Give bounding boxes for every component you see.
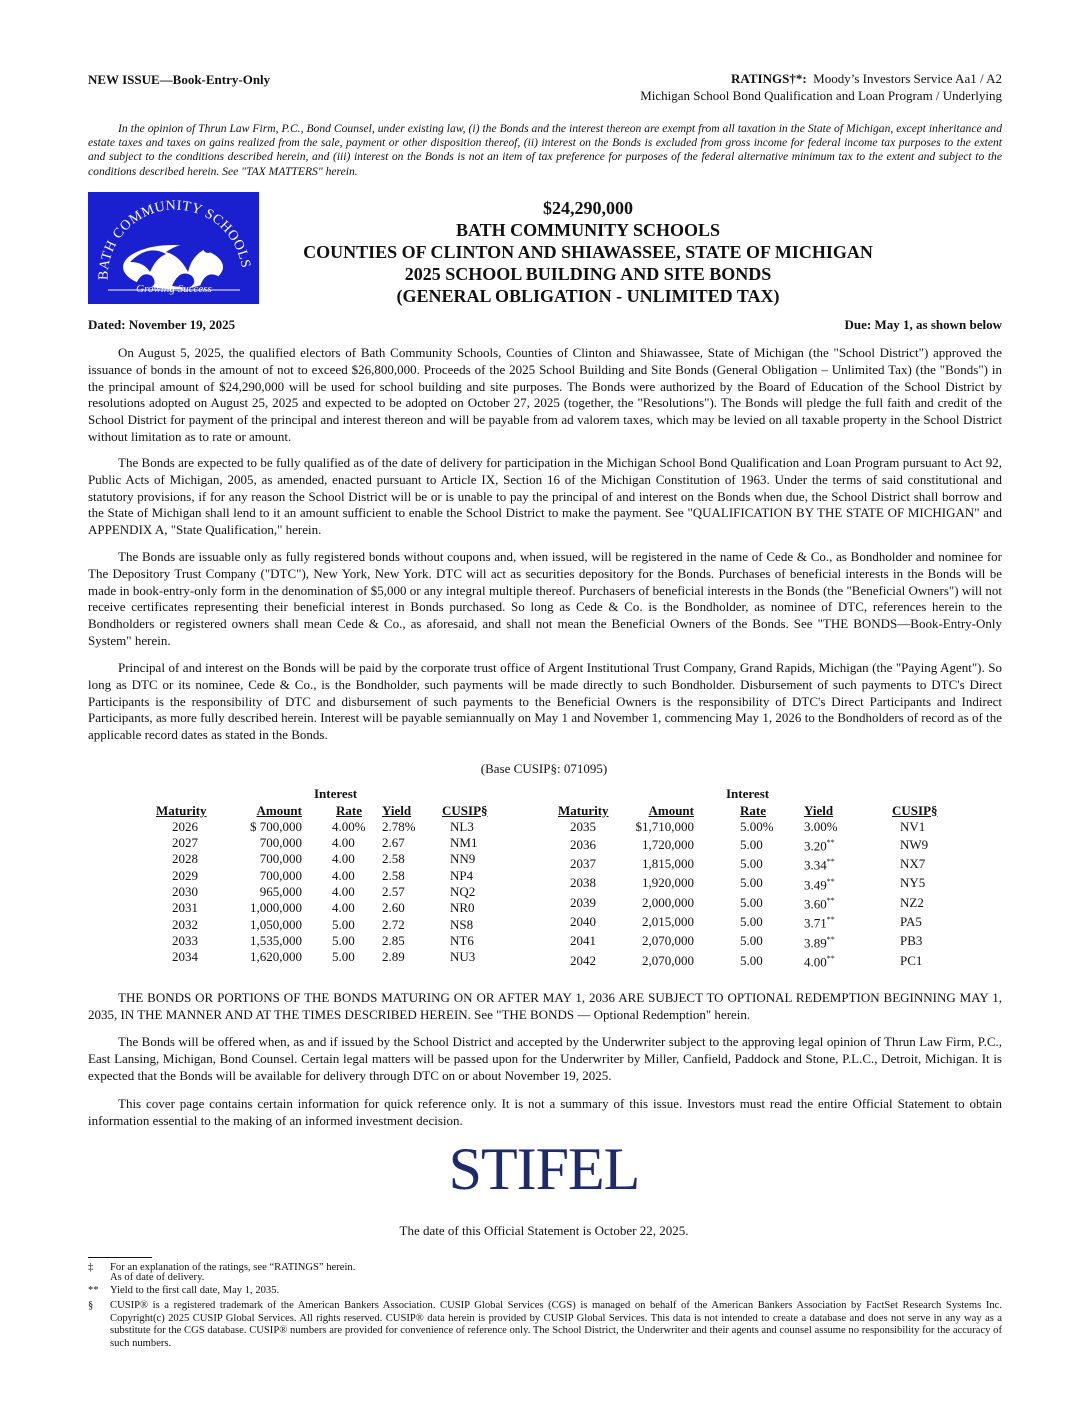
table-row (558, 912, 938, 931)
yield-footnote-marker: ** (826, 876, 835, 886)
cusip-cell: NQ2 (450, 883, 476, 899)
maturity-cell: 2034 (172, 949, 198, 965)
table-row (558, 893, 938, 912)
due-date: Due: May 1, as shown below (844, 317, 1002, 332)
table-row (156, 819, 506, 835)
cusip-header: CUSIP§ (442, 802, 488, 818)
statement-date: The date of this Official Statement is October 22, 2025. (399, 1223, 689, 1238)
rate-cell: 5.00 (740, 952, 763, 968)
tax-opinion: In the opinion of Thrun Law Firm, P.C., Bond Counsel, under existing law, (i) the Bonds and the interest thereon are exempt from all taxation in the State of Michigan, except inheritance and estate taxes and taxes on gains realized from the sale, payment or other disposition thereof, (ii) interest on the Bonds is excluded from gross income for federal income tax purposes to the extent and subject to the conditions described herein, and (iii) interest on the Bonds is not an item of tax preference for purposes of the federal alternative minimum tax to the extent and subject to the conditions described herein. See "TAX MATTERS" herein. (88, 122, 1002, 178)
yield-footnote-marker: ** (826, 895, 835, 905)
paragraph-qualification: The Bonds are expected to be fully qualified as of the date of delivery for participation in the Michigan School Bond Qualification and Loan Program pursuant to Act 92, Public Acts of Michigan, 2005, as amended, enacted pursuant to Article IX, Section 16 of the Michigan Constitution of 1963. Under the terms of said constitutional and statutory provisions, if for any reason the School District will be or is unable to pay the principal of and interest on the Bonds when due, the School District shall borrow and the State of Michigan shall lend to it an amount sufficient to enable the School District to make the payment. See "QUALIFICATION BY THE STATE OF MICHIGAN" and APPENDIX A, "State Qualification," herein. (88, 455, 1002, 538)
amount-header-right: Amount (648, 802, 694, 818)
rate-cell: 4.00 (332, 835, 355, 851)
cusip-cell: PA5 (900, 913, 922, 929)
table-row (156, 835, 506, 851)
maturity-table-left (156, 786, 506, 965)
maturity-cell: 2030 (172, 883, 198, 899)
issue-type: NEW ISSUE—Book-Entry-Only (88, 72, 271, 87)
rate-header-right: Rate (740, 802, 766, 818)
cusip-cell: NU3 (450, 949, 476, 965)
table-row (156, 900, 506, 916)
amount-cell: $ 700,000 (250, 818, 302, 834)
table-row (558, 932, 938, 951)
footnote-symbol: ** (88, 1285, 99, 1296)
footnote-text: For an explanation of the ratings, see “RATINGS” herein. (110, 1262, 356, 1273)
table-row (156, 933, 506, 949)
paragraph-authorization: On August 5, 2025, the qualified electors of Bath Community Schools, Counties of Clinton and Shiawassee, State of Michigan (the "School District") approved the issuance of bonds in the amount of not to exceed $26,800,000. Proceeds of the 2025 School Building and Site Bonds (General Obligation – Unlimited Tax) (the "Bonds") in the principal amount of $24,290,000 will be used for school building and site purposes. The Bonds were authorized by the Board of Education of the School District by resolutions adopted on August 25, 2025 and expected to be adopted on October 27, 2025 (together, the "Resolutions"). The Bonds will pledge the full faith and credit of the School District for payment of the principal and interest thereon and will be payable from ad valorem taxes, which may be levied on all taxable property in the School District without limitation as to rate or amount. (88, 345, 1002, 444)
maturity-cell: 2037 (570, 855, 596, 871)
footnote-symbol: § (88, 1300, 94, 1311)
maturity-cell: 2039 (570, 894, 596, 910)
bond-amount: $24,290,000 (543, 198, 633, 218)
yield-cell (802, 835, 876, 854)
ratings-line-2: Michigan School Bond Qualification and Loan Program / Underlying (640, 88, 1002, 103)
maturity-header: Maturity (156, 802, 207, 818)
rate-cell: 4.00 (332, 900, 355, 916)
yield-value: 4.00 (804, 954, 827, 970)
maturity-table-right (558, 786, 938, 970)
rate-cell: 5.00 (740, 933, 763, 949)
table-row (156, 884, 506, 900)
yield-value: 3.89 (804, 934, 827, 950)
yield-value: 3.00% (804, 818, 838, 834)
yield-cell (380, 949, 436, 965)
table-row (156, 949, 506, 965)
cusip-cell: NY5 (900, 875, 926, 891)
offering-paragraph: The Bonds will be offered when, as and if issued by the School District and accepted by the Underwriter subject to the approving legal opinion of Thrun Law Firm, P.C., East Lansing, Michigan, Bond Counsel. Certain legal matters will be passed upon for the Underwriter by Miller, Canfield, Paddock and Stone, P.L.C., Detroit, Michigan. It is expected that the Bonds will be available for delivery through DTC on or about November 19, 2025. (88, 1034, 1002, 1083)
amount-cell: 2,070,000 (642, 952, 694, 968)
yield-footnote-marker: ** (826, 934, 835, 944)
rate-cell: 4.00 (332, 851, 355, 867)
cusip-cell: NN9 (450, 851, 476, 867)
footnote-text: CUSIP® is a registered trademark of the American Bankers Association. CUSIP Global Services (CGS) is managed on behalf of the American Bankers Association by FactSet Research Systems Inc. Copyright(c) 2025 CUSIP Global Services. All rights reserved. CUSIP® data herein is provided by CUSIP Global Services. This data is not intended to create a database and does not serve in any way as a substitute for the CGS database. CUSIP® numbers are provided for convenience of reference only. The School District, the Underwriter and their agents and counsel assume no responsibility for the accuracy of such numbers. (110, 1300, 1002, 1349)
rate-cell: 4.00 (332, 883, 355, 899)
amount-cell: 2,000,000 (642, 894, 694, 910)
cusip-cell: NL3 (450, 818, 474, 834)
table-row (156, 916, 506, 932)
maturity-cell: 2026 (172, 818, 198, 834)
bond-name: 2025 SCHOOL BUILDING AND SITE BONDS (404, 264, 772, 284)
maturity-rows-left (156, 819, 506, 966)
amount-cell: 1,050,000 (250, 916, 302, 932)
amount-cell: 1,815,000 (642, 855, 694, 871)
amount-cell: 965,000 (259, 883, 302, 899)
table-row (156, 867, 506, 883)
redemption-notice: THE BONDS OR PORTIONS OF THE BONDS MATURING ON OR AFTER MAY 1, 2036 ARE SUBJECT TO OPTIONAL REDEMPTION BEGINNING MAY 1, 2035, IN THE MANNER AND AT THE TIMES DESCRIBED HEREIN. See "THE BONDS — Optional Redemption" herein. (88, 990, 1002, 1022)
footnote-symbol: ‡ (88, 1262, 94, 1273)
cusip-cell: NT6 (450, 932, 474, 948)
yield-value: 3.20 (804, 838, 827, 854)
yield-value: 2.85 (382, 932, 405, 948)
rate-cell: 5.00 (740, 894, 763, 910)
cusip-cell: NM1 (450, 835, 478, 851)
footnote-text: As of date of delivery. (110, 1272, 205, 1283)
district-logo (88, 192, 259, 304)
bond-type: (GENERAL OBLIGATION - UNLIMITED TAX) (396, 286, 780, 306)
amount-cell: 1,620,000 (250, 949, 302, 965)
yield-cell (802, 893, 876, 912)
footnote-rule (88, 1257, 152, 1258)
yield-value: 2.60 (382, 900, 405, 916)
rate-cell: 5.00 (740, 913, 763, 929)
yield-cell (802, 932, 876, 951)
underwriter-logo: STIFEL (448, 1136, 640, 1202)
yield-value: 2.89 (382, 949, 405, 965)
rate-cell: 5.00 (740, 855, 763, 871)
paragraph-book-entry: The Bonds are issuable only as fully registered bonds without coupons and, when issued, will be registered in the name of Cede & Co., as Bondholder and nominee for The Depository Trust Company ("DTC"), New York, New York. DTC will act as securities depository for the Bonds. Purchases of beneficial interests in the Bonds will be made in book-entry-only form in the denomination of $5,000 or any integral multiple thereof. Purchasers of beneficial interests in the Bonds (the "Beneficial Owners") will not receive certificates representing their beneficial interest in Bonds purchased. So long as Cede & Co. is the Bondholder, as nominee of DTC, references herein to the Bondholders or registered owners shall mean Cede & Co., as aforesaid, and shall not mean the Beneficial Owners of the Bonds. See "THE BONDS—Book-Entry-Only System" herein. (88, 549, 1002, 648)
yield-value: 3.60 (804, 896, 827, 912)
yield-value: 3.71 (804, 915, 827, 931)
cusip-cell: NP4 (450, 867, 474, 883)
yield-value: 3.49 (804, 876, 827, 892)
rate-cell: 5.00% (740, 818, 774, 834)
table-row (558, 951, 938, 970)
footnote-text: Yield to the first call date, May 1, 2035. (110, 1285, 280, 1296)
yield-value: 2.57 (382, 883, 405, 899)
maturity-cell: 2027 (172, 835, 198, 851)
table-row (558, 819, 938, 835)
yield-value: 2.58 (382, 851, 405, 867)
base-cusip: (Base CUSIP§: 071095) (480, 761, 608, 776)
district-logo-graphic (88, 192, 259, 304)
yield-cell (380, 900, 436, 916)
paragraph-paying-agent: Principal of and interest on the Bonds will be paid by the corporate trust office of Argent Institutional Trust Company, Grand Rapids, Michigan (the "Paying Agent"). So long as DTC or its nominee, Cede & Co., is the Bondholder, such payments will be made directly to such Bondholder. Disbursement of such payments to DTC's Direct Participants is the responsibility of DTC and disbursement of such payments to the Beneficial Owners is the responsibility of DTC's Direct Participants and Indirect Participants, as more fully described herein. Interest will be payable semiannually on May 1 and November 1, commencing May 1, 2026 to the Bondholders of record as of the applicable record dates as stated in the Bonds. (88, 660, 1002, 743)
yield-cell (802, 874, 876, 893)
rate-cell: 4.00% (332, 818, 366, 834)
yield-cell (802, 912, 876, 931)
bond-title (268, 197, 908, 307)
issuer-location: COUNTIES OF CLINTON AND SHIAWASSEE, STATE OF MICHIGAN (303, 242, 873, 262)
maturity-header-right: Maturity (558, 802, 609, 818)
cusip-cell: NS8 (450, 916, 474, 932)
yield-footnote-marker: ** (826, 857, 835, 867)
yield-cell (802, 854, 876, 873)
interest-label-right: Interest (726, 786, 770, 802)
cusip-cell: PB3 (900, 933, 923, 949)
yield-value: 2.78% (382, 818, 416, 834)
ratings-label: RATINGS†*: (731, 71, 807, 86)
ratings-block (640, 70, 1002, 104)
yield-cell (380, 819, 436, 835)
maturity-cell: 2028 (172, 851, 198, 867)
amount-cell: 1,920,000 (642, 875, 694, 891)
table-row (558, 874, 938, 893)
cusip-cell: NZ2 (900, 894, 924, 910)
rate-cell: 5.00 (740, 875, 763, 891)
amount-cell: $1,710,000 (635, 818, 694, 834)
cusip-header-right: CUSIP§ (892, 802, 938, 818)
cusip-cell: PC1 (900, 952, 923, 968)
maturity-cell: 2036 (570, 836, 596, 852)
amount-cell: 2,015,000 (642, 913, 694, 929)
amount-cell: 1,535,000 (250, 932, 302, 948)
maturity-cell: 2038 (570, 875, 596, 891)
cusip-cell: NX7 (900, 855, 926, 871)
yield-footnote-marker: ** (826, 837, 835, 847)
yield-footnote-marker: ** (826, 953, 835, 963)
logo-tagline: Growing Success (136, 283, 212, 295)
dated-date: Dated: November 19, 2025 (88, 317, 236, 332)
yield-header-right: Yield (804, 802, 834, 818)
maturity-cell: 2040 (570, 913, 596, 929)
rate-cell: 5.00 (332, 916, 355, 932)
rate-cell: 5.00 (332, 932, 355, 948)
maturity-cell: 2033 (172, 932, 198, 948)
cusip-cell: NW9 (900, 836, 929, 852)
yield-cell (380, 851, 436, 867)
rate-cell: 5.00 (740, 836, 763, 852)
amount-cell: 1,720,000 (642, 836, 694, 852)
interest-label: Interest (314, 786, 358, 802)
maturity-rows-right (558, 819, 938, 971)
maturity-cell: 2029 (172, 867, 198, 883)
table-row (558, 854, 938, 873)
cover-note: This cover page contains certain information for quick reference only. It is not a summary of this issue. Investors must read the entire Official Statement to obtain information essential to the making of an informed investment decision. (88, 1096, 1002, 1128)
ratings-line-1: Moody’s Investors Service Aa1 / A2 (813, 71, 1002, 86)
rate-header: Rate (336, 802, 362, 818)
table-row (156, 851, 506, 867)
yield-header: Yield (382, 802, 412, 818)
yield-value: 2.67 (382, 835, 405, 851)
amount-cell: 2,070,000 (642, 933, 694, 949)
issuer-name: BATH COMMUNITY SCHOOLS (455, 220, 721, 240)
rate-cell: 5.00 (332, 949, 355, 965)
yield-cell (380, 884, 436, 900)
yield-cell (802, 951, 876, 970)
yield-cell (380, 835, 436, 851)
maturity-cell: 2041 (570, 933, 596, 949)
amount-cell: 700,000 (259, 851, 302, 867)
rate-cell: 4.00 (332, 867, 355, 883)
table-row (558, 835, 938, 854)
yield-value: 2.58 (382, 867, 405, 883)
cusip-cell: NR0 (450, 900, 475, 916)
yield-value: 3.34 (804, 857, 827, 873)
maturity-cell: 2031 (172, 900, 198, 916)
yield-footnote-marker: ** (826, 915, 835, 925)
yield-cell (380, 867, 436, 883)
yield-cell (380, 933, 436, 949)
amount-cell: 1,000,000 (250, 900, 302, 916)
amount-cell: 700,000 (259, 835, 302, 851)
yield-cell (380, 916, 436, 932)
maturity-cell: 2035 (570, 818, 596, 834)
amount-cell: 700,000 (259, 867, 302, 883)
maturity-cell: 2032 (172, 916, 198, 932)
amount-header: Amount (256, 802, 302, 818)
maturity-cell: 2042 (570, 952, 596, 968)
yield-cell (802, 819, 876, 835)
yield-value: 2.72 (382, 916, 405, 932)
logo-arc-text: BATH COMMUNITY SCHOOLS (96, 198, 253, 281)
cusip-cell: NV1 (900, 818, 926, 834)
